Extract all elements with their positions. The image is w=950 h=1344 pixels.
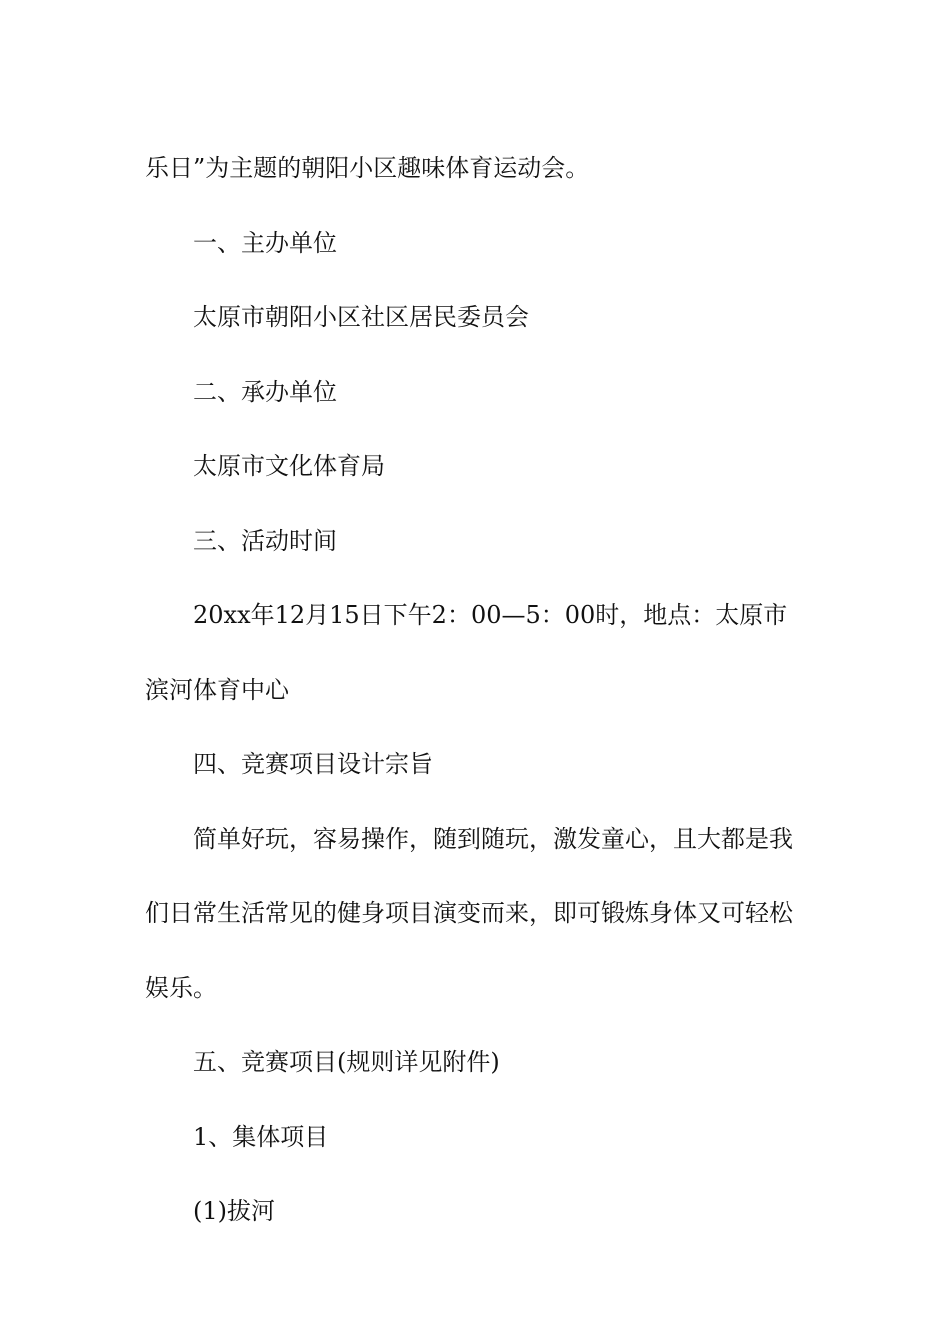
undertaker-name: 太原市文化体育局: [193, 452, 385, 480]
section-heading-undertaker: 二、承办单位: [193, 377, 337, 406]
purpose-description: 简单好玩，容易操作，随到随玩，激发童心，且大都是我们日常生活常见的健身项目演变而来，即可锻炼身体又可轻松娱乐。: [145, 824, 793, 1002]
document-body: [145, 131, 810, 1249]
event-item-tug-of-war: (1)拔河: [193, 1197, 275, 1225]
section-heading-time: 三、活动时间: [193, 526, 337, 555]
event-time-location: 20xx年12月15日下午2：00—5：00时，地点：太原市滨河体育中心: [145, 601, 788, 704]
section-heading-purpose: 四、竞赛项目设计宗旨: [193, 750, 433, 778]
section-heading-organizer: 一、主办单位: [193, 228, 337, 257]
section-heading-events: 五、竞赛项目(规则详见附件): [193, 1048, 500, 1076]
organizer-name: 太原市朝阳小区社区居民委员会: [193, 303, 529, 331]
subheading-team-events: 1、集体项目: [193, 1122, 329, 1151]
paragraph-continuation: 乐日”为主题的朝阳小区趣味体育运动会。: [145, 154, 590, 182]
